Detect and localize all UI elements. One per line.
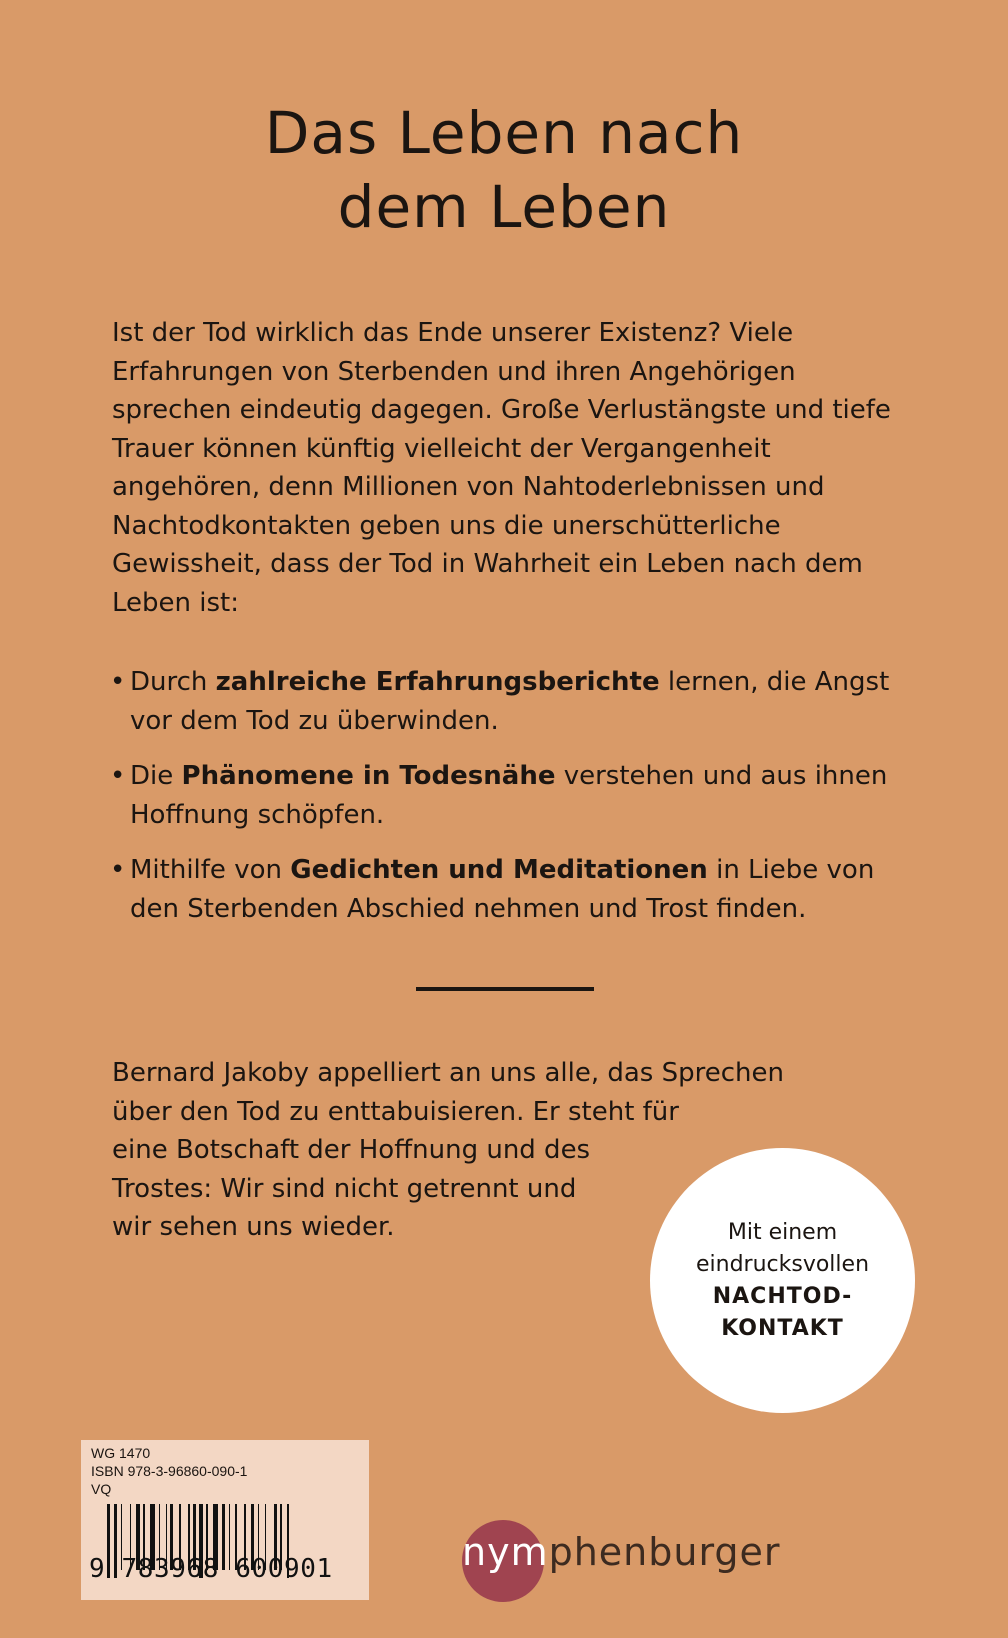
benefit-highlight: Gedichten und Meditationen [290,855,708,885]
author-line: über den Tod zu enttabuisieren. Er steht für [112,1096,679,1127]
benefit-list [110,663,910,945]
publisher-logo [462,1518,802,1604]
benefit-post: verstehen und aus ihnen Hoffnung schöpfen. [130,761,888,830]
benefit-post: lernen, die Angst vor dem Tod zu überwinden. [130,667,890,736]
benefit-pre: Die [130,761,182,791]
isbn-number: ISBN 978-3-96860-090-1 [91,1463,248,1479]
logo-wordmark [462,1530,781,1574]
author-line: eine Botschaft der Hoffnung und des [112,1135,591,1165]
badge-line-2: eindrucksvollen [695,1251,870,1277]
logo-part-1: nym [462,1530,549,1574]
title-line-1: Das Leben nach [264,99,744,167]
benefit-highlight: zahlreiche Erfahrungsberichte [215,667,660,697]
benefit-item [110,663,910,740]
intro-paragraph: Ist der Tod wirklich das Ende unserer Existenz? Viele Erfahrungen von Sterbenden und ihren Angehörigen sprechen eindeutig dagegen. Große Verlustängste und tiefe Trauer können künftig vielleicht der Vergangenheit angehören, denn Millionen von Nahtoderlebnissen und Nachtodkontakten geben uns die unerschütterliche Gewissheit, dass der Tod in Wahrheit ein Leben nach dem Leben ist: [112,318,891,618]
benefit-item [110,757,910,834]
benefit-post: in Liebe von den Sterbenden Abschied nehmen und Trost finden. [130,855,875,924]
product-codes [91,1444,247,1498]
barcode-digits: 9 783968 600901 [89,1554,333,1584]
badge-line-3: NACHTOD- [712,1283,853,1309]
logo-part-2: phenburger [548,1530,781,1574]
author-line: Trostes: Wir sind nicht getrennt und [112,1173,577,1204]
feature-badge [650,1148,915,1413]
bullet-icon: • [110,667,126,697]
barcode-panel [81,1440,369,1600]
badge-line-1: Mit einem [727,1219,838,1245]
author-line: Bernard Jakoby appelliert an uns alle, das Sprechen [112,1058,784,1088]
vq-code: VQ [91,1481,112,1497]
benefit-highlight: Phänomene in Todesnähe [181,761,556,791]
benefit-pre: Durch [130,667,216,697]
bullet-icon: • [110,855,126,885]
title-line-2: dem Leben [337,173,671,241]
bullet-icon: • [110,761,126,791]
section-divider [416,987,594,991]
book-title [0,96,1008,244]
benefit-pre: Mithilfe von [130,855,291,885]
benefit-item [110,851,910,928]
badge-line-4: KONTAKT [721,1315,844,1341]
author-line: wir sehen uns wieder. [112,1212,395,1242]
wg-code: WG 1470 [91,1445,151,1461]
